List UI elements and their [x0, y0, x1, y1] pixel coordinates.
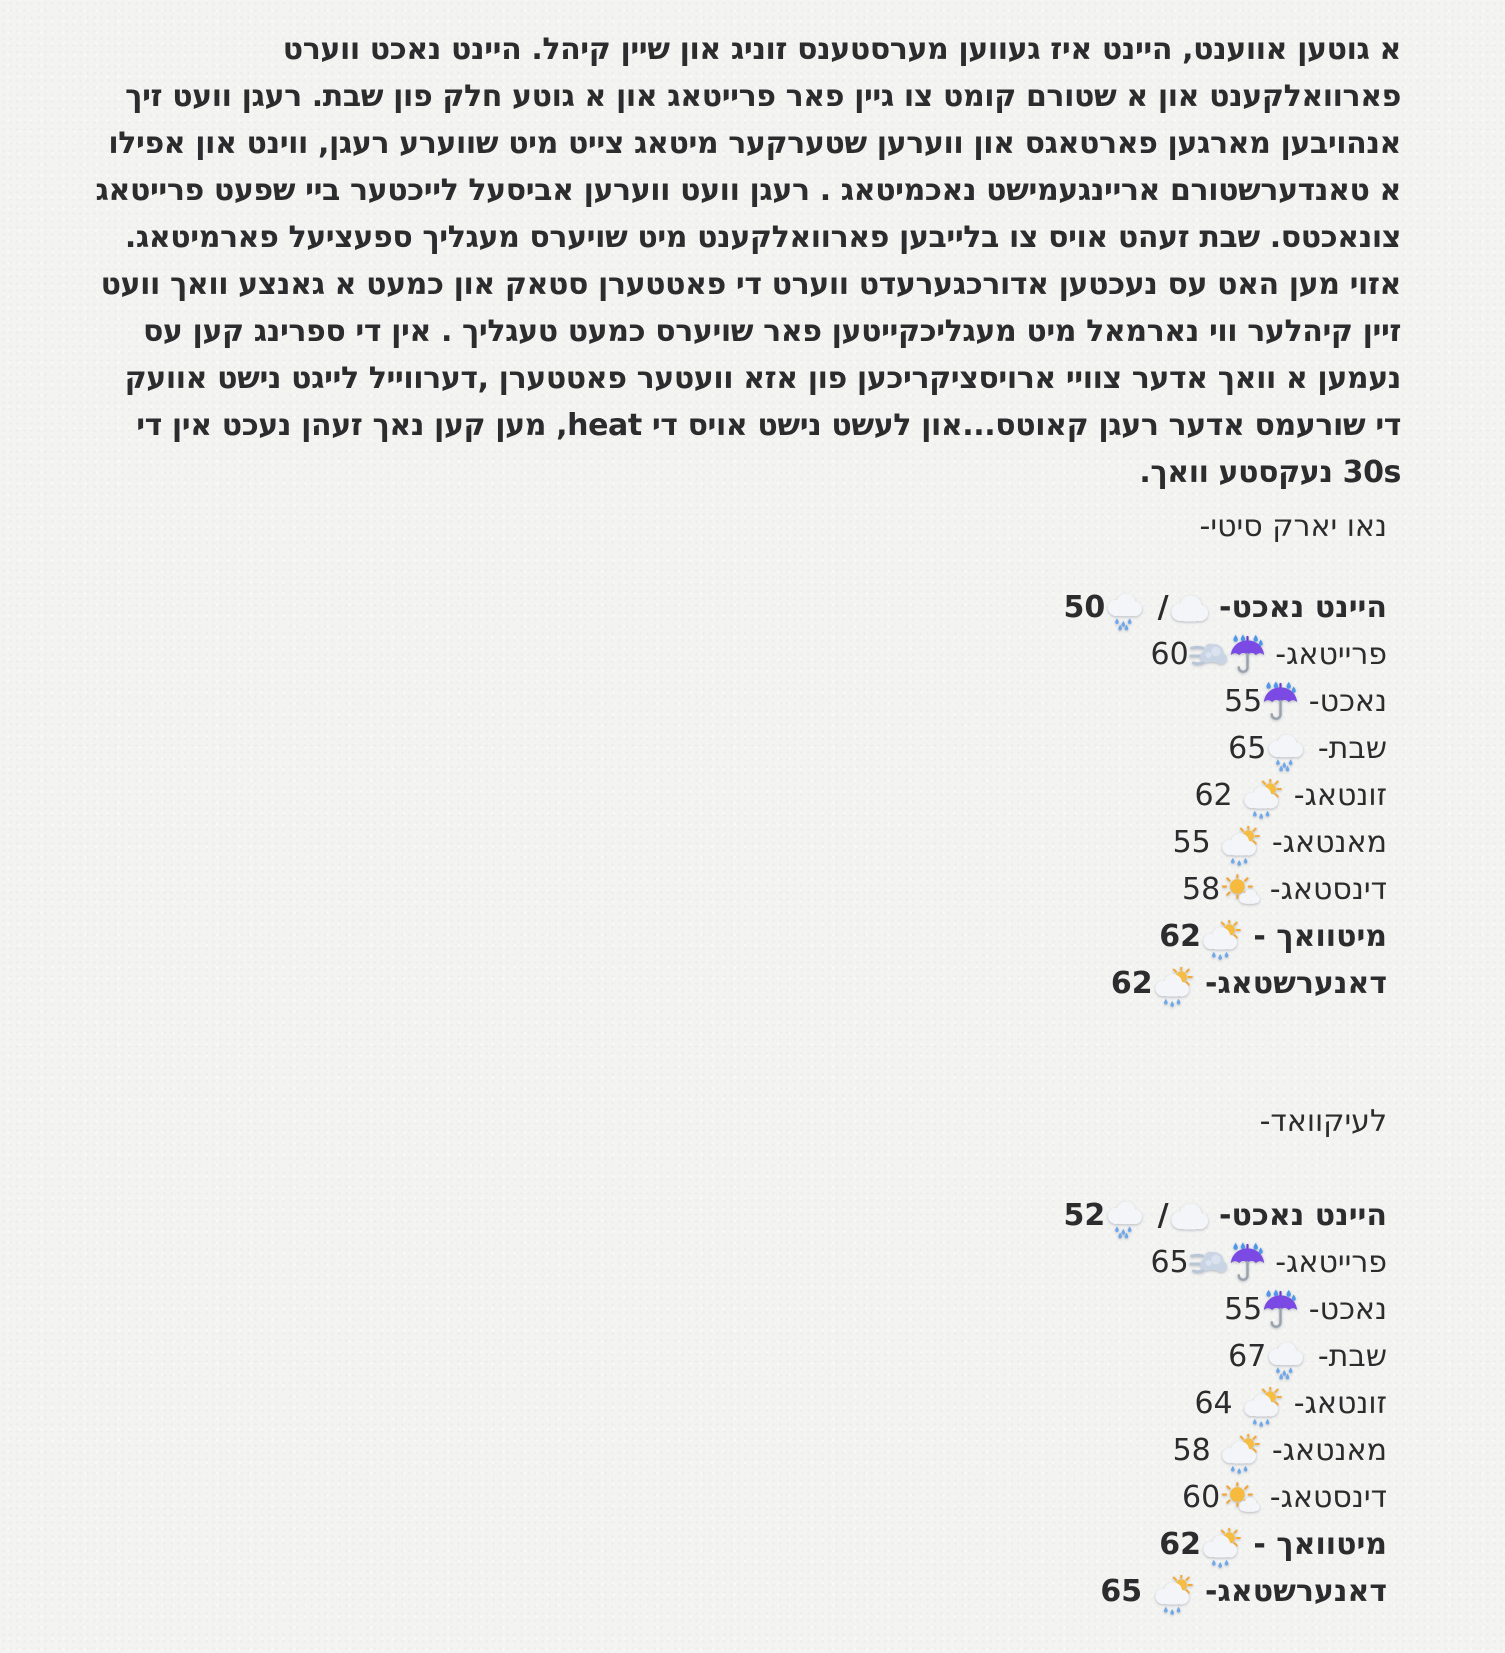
forecast-day-label: שבת-	[1308, 1339, 1387, 1374]
rain-cloud-icon	[1105, 593, 1147, 631]
forecast-row	[92, 1474, 1387, 1521]
rain-cloud-icon	[1266, 1342, 1308, 1380]
forecast-discussion-paragraph: א גוטען אווענט, היינט איז געווען מערסטענס זוניג און שיין קיהל. היינט נאכט ווערט פארוואלקענט און א שטורם קומט צו גיין פאר פרייטאג און א גוטע חלק פון שבת. רעגן וועט זיך אנהויבען מארגען פארטאגס און ווערען שטערקער מיטאג צייט מיט שווערע רעגן, ווינט און אפילו א טאנדערשטורם אריינגעמישט נאכמיטאג . רעגן וועט ווערען אביסעל לייכטער ביי שפעט פרייטאג צונאכטס. שבת זעהט אויס צו בלייבען פארוואלקענט מיט שויערס מעגליך ספעציעל פארמיטאג. אזוי מען האט עס נעכטען אדורכגערעדט ווערט די פאטטערן סטאק און כמעט א גאנצע וואך וועט זיין קיהלער ווי נארמאל מיט מעגליכקייטען פאר שויערס כמעט טעגליך . אין די ספרינג קען עס נעמען א וואך אדער צוויי ארויסציקריכען פון אזא וועטער פאטטערן ,דערווייל לייגט נישט אוועק די שורעמס אדער רעגן קאוטס...און לעשט נישט אויס די heat, מען קען נאך זעהן נעכט אין די 30s נעקסטע וואך.	[95, 32, 1401, 490]
forecast-day-label: היינט נאכט-	[1208, 590, 1387, 625]
sun-small-cloud-icon	[1220, 1482, 1260, 1514]
sun-rain-cloud-icon	[1153, 1575, 1195, 1615]
temperature-value: 52	[1063, 1198, 1106, 1233]
forecast-row	[92, 1427, 1387, 1474]
umbrella-rain-icon	[1229, 1242, 1266, 1284]
temperature-value: 62	[1159, 919, 1201, 954]
forecast-row	[92, 913, 1387, 960]
wind-gust-icon	[1189, 1248, 1229, 1278]
temperature-value: 62	[1110, 966, 1153, 1001]
sun-rain-cloud-icon	[1242, 1387, 1284, 1427]
forecast-day-label: דאנערשטאג-	[1194, 966, 1387, 1001]
forecast-row	[92, 631, 1387, 678]
sun-rain-cloud-icon	[1242, 779, 1284, 819]
forecast-day-label: מאנטאג-	[1262, 825, 1387, 860]
slash-separator: /	[1147, 1198, 1169, 1233]
forecast-day-label: היינט נאכט-	[1208, 1198, 1387, 1233]
temperature-value: 64	[1194, 1386, 1243, 1421]
sun-small-cloud-icon	[1220, 874, 1260, 906]
temperature-value: 62	[1159, 1527, 1201, 1562]
sun-rain-cloud-icon	[1220, 826, 1262, 866]
umbrella-rain-icon	[1229, 634, 1266, 676]
rain-cloud-icon	[1266, 734, 1308, 772]
forecast-day-label: דאנערשטאג-	[1194, 1574, 1387, 1609]
forecast-row	[92, 1239, 1387, 1286]
temperature-value: 65	[1100, 1574, 1153, 1609]
forecast-row	[92, 1333, 1387, 1380]
umbrella-rain-icon	[1262, 681, 1299, 723]
forecast-row	[92, 819, 1387, 866]
temperature-value: 65	[1150, 1245, 1189, 1280]
forecast-day-label: זונטאג-	[1284, 778, 1387, 813]
forecast-row	[92, 1286, 1387, 1333]
sun-rain-cloud-icon	[1201, 1528, 1243, 1568]
forecast-row	[92, 1568, 1387, 1615]
forecast-row	[92, 1521, 1387, 1568]
temperature-value: 60	[1150, 637, 1189, 672]
temperature-value: 55	[1172, 825, 1221, 860]
city-section-title-lakewood: לעיקוואד-	[1259, 1104, 1387, 1139]
forecast-row	[92, 678, 1387, 725]
temperature-value: 67	[1228, 1339, 1267, 1374]
wind-gust-icon	[1189, 640, 1229, 670]
temperature-value: 62	[1194, 778, 1243, 813]
forecast-row	[92, 725, 1387, 772]
forecast-row	[92, 772, 1387, 819]
sun-rain-cloud-icon	[1220, 1434, 1262, 1474]
forecast-row	[92, 1380, 1387, 1427]
forecast-row	[92, 584, 1387, 631]
slash-separator: /	[1147, 590, 1169, 625]
cloud-icon	[1169, 595, 1209, 622]
temperature-value: 65	[1228, 731, 1267, 766]
sun-rain-cloud-icon	[1153, 967, 1195, 1007]
forecast-day-label: פרייטאג-	[1265, 1245, 1387, 1280]
forecast-list-lakewood	[92, 1192, 1387, 1615]
umbrella-rain-icon	[1262, 1289, 1299, 1331]
forecast-day-label: נאכט-	[1299, 684, 1387, 719]
rain-cloud-icon	[1105, 1201, 1147, 1239]
forecast-day-label: דינסטאג-	[1260, 1480, 1387, 1515]
forecast-row	[92, 866, 1387, 913]
cloud-icon	[1169, 1203, 1209, 1230]
forecast-day-label: דינסטאג-	[1260, 872, 1387, 907]
temperature-value: 55	[1224, 1292, 1263, 1327]
forecast-list-new-york	[92, 584, 1387, 1007]
forecast-row	[92, 960, 1387, 1007]
forecast-day-label: נאכט-	[1299, 1292, 1387, 1327]
temperature-value: 60	[1182, 1480, 1221, 1515]
forecast-row	[92, 1192, 1387, 1239]
forecast-day-label: מאנטאג-	[1262, 1433, 1387, 1468]
temperature-value: 50	[1063, 590, 1106, 625]
sun-rain-cloud-icon	[1201, 920, 1243, 960]
forecast-day-label: פרייטאג-	[1265, 637, 1387, 672]
forecast-day-label: שבת-	[1308, 731, 1387, 766]
city-section-title-new-york: נאו יארק סיטי-	[1199, 509, 1387, 544]
temperature-value: 55	[1224, 684, 1263, 719]
temperature-value: 58	[1182, 872, 1221, 907]
forecast-day-label: מיטוואך -	[1242, 1527, 1387, 1562]
forecast-day-label: זונטאג-	[1284, 1386, 1387, 1421]
forecast-day-label: מיטוואך -	[1242, 919, 1387, 954]
temperature-value: 58	[1172, 1433, 1221, 1468]
